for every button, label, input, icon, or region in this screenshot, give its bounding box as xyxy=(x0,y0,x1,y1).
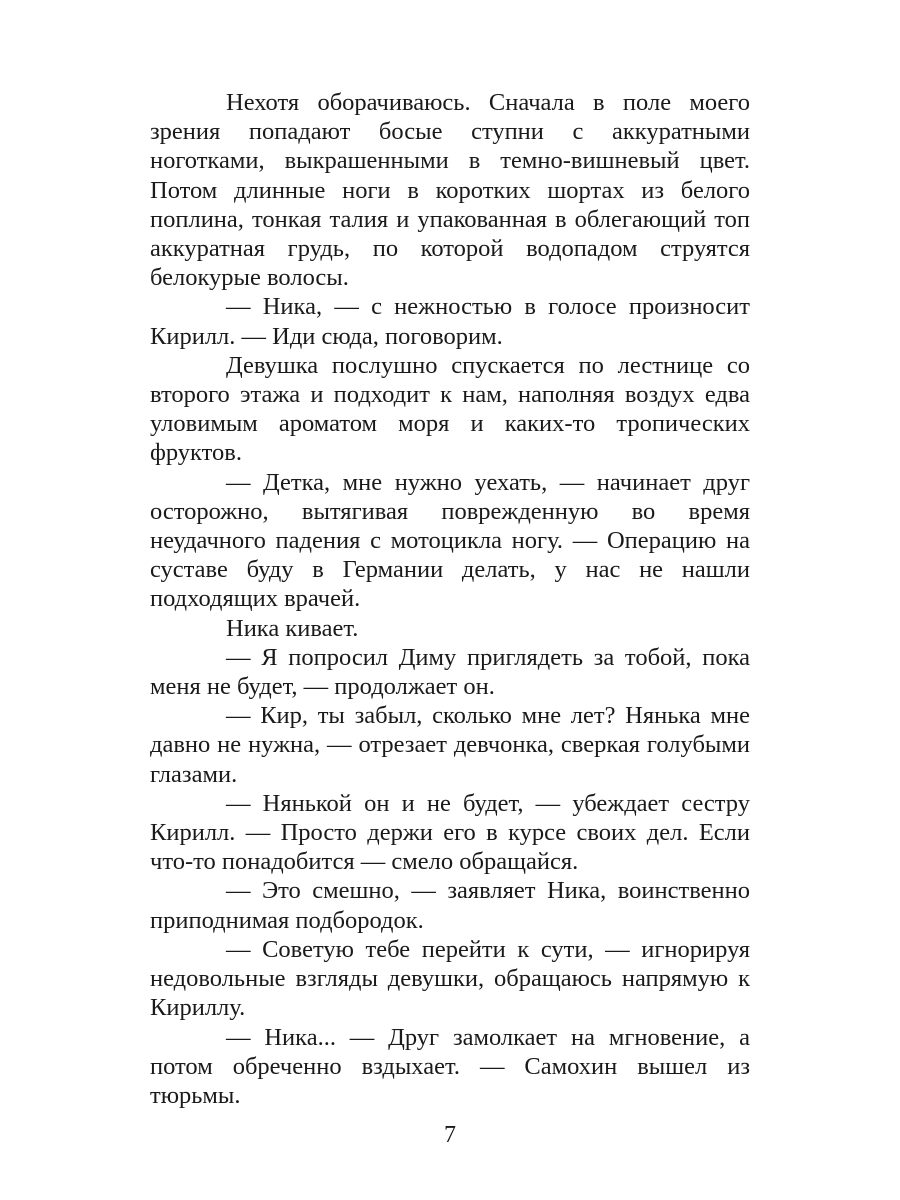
paragraph: Ника кивает. xyxy=(226,614,359,642)
paragraph: — Нянькой он и не будет, — убеждает сестру Кирилл. — Просто держи его в курсе своих дел. Если что-то понадобится — смело обращайся. xyxy=(150,789,750,876)
paragraph: — Детка, мне нужно уехать, — начинает друг осторожно, вытягивая поврежденную во время неудачного падения с мотоцикла ногу. — Операцию на суставе буду в Германии делать, у нас не нашли подходящих врачей. xyxy=(150,468,750,613)
paragraph: Девушка послушно спускается по лестнице со второго этажа и подходит к нам, наполняя воздух едва уловимым ароматом моря и каких-то тропических фруктов. xyxy=(150,351,750,467)
page-number: 7 xyxy=(444,1122,456,1148)
paragraph: Нехотя оборачиваюсь. Сначала в поле моего зрения попадают босые ступни с аккуратными ноготками, выкрашенными в темно-вишневый цвет. Потом длинные ноги в коротких шортах из белого поплина, тонкая талия и упакованная в облегающий топ аккуратная грудь, по которой водопадом струятся белокурые волосы. xyxy=(150,89,750,292)
paragraph: — Я попросил Диму приглядеть за тобой, пока меня не будет, — продолжает он. xyxy=(150,643,750,701)
paragraph: — Это смешно, — заявляет Ника, воинственно приподнимая подбородок. xyxy=(150,877,750,934)
paragraph: — Советую тебе перейти к сути, — игнорируя недовольные взгляды девушки, обращаюсь напрямую к Кириллу. xyxy=(150,935,750,1022)
paragraph: — Ника... — Друг замолкает на мгновение, а потом обреченно вздыхает. — Самохин вышел из тюрьмы. xyxy=(150,1023,750,1109)
paragraph: — Ника, — с нежностью в голосе произносит Кирилл. — Иди сюда, поговорим. xyxy=(150,293,750,350)
paragraph: — Кир, ты забыл, сколько мне лет? Нянька мне давно не нужна, — отрезает девчонка, сверкая голубыми глазами. xyxy=(150,702,750,788)
body-text xyxy=(150,88,750,1110)
